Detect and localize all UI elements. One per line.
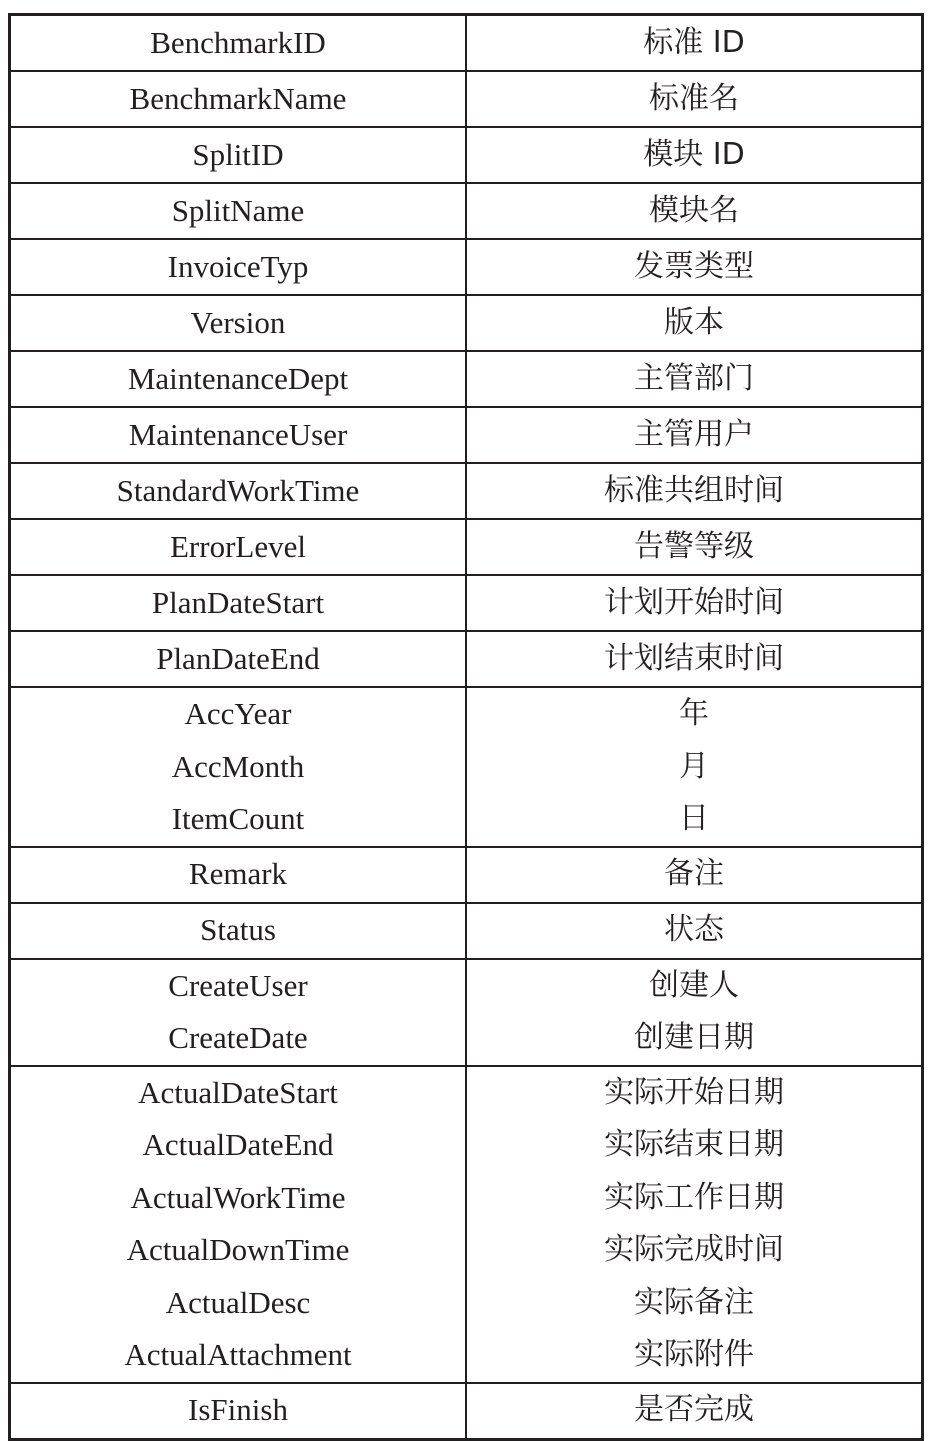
field-name: AccMonth (171, 748, 305, 784)
field-name: AccYear (184, 696, 292, 731)
field-description: 创建日期 (634, 1020, 754, 1055)
field-name-cell (10, 631, 467, 687)
field-name: StandardWorkTime (116, 472, 360, 508)
field-name: PlanDateEnd (156, 640, 320, 676)
field-name-cell (10, 575, 467, 631)
field-name: PlanDateStart (151, 584, 325, 620)
field-description: 状态 (664, 912, 724, 948)
table-row (10, 127, 923, 183)
field-name: CreateUser (168, 967, 308, 1003)
field-name-cell (10, 463, 467, 519)
table-row (10, 1066, 923, 1383)
field-name-cell (10, 407, 467, 463)
field-description: 主管用户 (634, 416, 754, 452)
field-name: ActualDateStart (138, 1074, 338, 1110)
table-row (10, 1383, 923, 1440)
field-description-cell (466, 1066, 923, 1383)
field-description: 实际完成时间 (604, 1232, 784, 1267)
field-name-cell (10, 71, 467, 127)
field-description: 发票类型 (634, 248, 754, 284)
table-row (10, 71, 923, 127)
table-row (10, 631, 923, 687)
field-name-cell (10, 1066, 467, 1383)
field-name-cell (10, 15, 467, 72)
field-description: 是否完成 (634, 1392, 754, 1428)
field-description: 模块 ID (643, 136, 745, 172)
field-description: 月 (679, 748, 709, 784)
field-description: 实际结束日期 (604, 1127, 784, 1162)
field-description-cell (466, 575, 923, 631)
field-name-cell (10, 127, 467, 183)
field-name: CreateDate (168, 1020, 308, 1055)
field-description-cell (466, 463, 923, 519)
field-name: BenchmarkName (129, 80, 347, 116)
field-description-cell (466, 631, 923, 687)
field-description: 计划结束时间 (604, 640, 784, 676)
field-description: 实际工作日期 (604, 1179, 784, 1215)
field-description: 计划开始时间 (604, 584, 784, 620)
field-description: 年 (679, 696, 709, 731)
field-name: MaintenanceDept (127, 360, 349, 396)
field-description-cell (466, 71, 923, 127)
field-description-cell (466, 959, 923, 1066)
table-row (10, 687, 923, 847)
field-name: BenchmarkID (150, 24, 326, 60)
field-description: 版本 (664, 304, 724, 340)
field-description: 标准共组时间 (604, 472, 784, 508)
field-name-cell (10, 1383, 467, 1440)
table-row (10, 407, 923, 463)
field-mapping-table (8, 13, 924, 1441)
field-description-cell (466, 351, 923, 407)
field-description: 告警等级 (634, 528, 754, 564)
field-name: SplitID (192, 136, 284, 172)
field-description: 实际备注 (634, 1284, 754, 1320)
table-row (10, 959, 923, 1066)
field-description: 主管部门 (634, 360, 754, 396)
field-name: ActualDownTime (126, 1232, 350, 1267)
field-description: 标准名 (649, 80, 739, 116)
field-description-cell (466, 295, 923, 351)
field-name: SplitName (171, 192, 305, 228)
field-description: 实际附件 (634, 1337, 754, 1372)
field-name: ActualWorkTime (130, 1179, 346, 1215)
field-description-cell (466, 127, 923, 183)
field-description: 模块名 (649, 192, 739, 228)
field-description-cell (466, 519, 923, 575)
field-name: Version (190, 304, 286, 340)
table-row (10, 15, 923, 72)
field-description: 标准 ID (643, 24, 745, 60)
field-name: InvoiceTyp (167, 248, 309, 284)
field-name: ActualAttachment (124, 1337, 352, 1372)
table-row (10, 295, 923, 351)
field-name: ActualDesc (165, 1284, 311, 1320)
field-description-cell (466, 183, 923, 239)
field-name-cell (10, 295, 467, 351)
field-description-cell (466, 687, 923, 847)
table-row (10, 847, 923, 903)
field-name: MaintenanceUser (128, 416, 348, 452)
field-name: IsFinish (188, 1392, 288, 1428)
field-description: 实际开始日期 (604, 1074, 784, 1110)
field-name-cell (10, 519, 467, 575)
table-row (10, 183, 923, 239)
field-name: Remark (188, 856, 288, 892)
field-description: 创建人 (649, 967, 739, 1003)
field-description: 备注 (664, 856, 724, 892)
field-description: 日 (679, 801, 709, 836)
field-name-cell (10, 351, 467, 407)
field-description-cell (466, 15, 923, 72)
table-row (10, 575, 923, 631)
table-row (10, 463, 923, 519)
field-description-cell (466, 847, 923, 903)
field-description-cell (466, 1383, 923, 1440)
table-body (10, 15, 923, 1440)
field-name-cell (10, 959, 467, 1066)
field-name: Status (200, 912, 276, 948)
table-row (10, 239, 923, 295)
table-row (10, 519, 923, 575)
field-name: ItemCount (171, 801, 305, 836)
field-name-cell (10, 847, 467, 903)
field-name-cell (10, 239, 467, 295)
field-name-cell (10, 183, 467, 239)
field-name: ErrorLevel (170, 528, 306, 564)
field-description-cell (466, 407, 923, 463)
field-description-cell (466, 239, 923, 295)
field-description-cell (466, 903, 923, 959)
table-row (10, 351, 923, 407)
table-row (10, 903, 923, 959)
field-name: ActualDateEnd (142, 1127, 334, 1162)
field-name-cell (10, 687, 467, 847)
field-name-cell (10, 903, 467, 959)
